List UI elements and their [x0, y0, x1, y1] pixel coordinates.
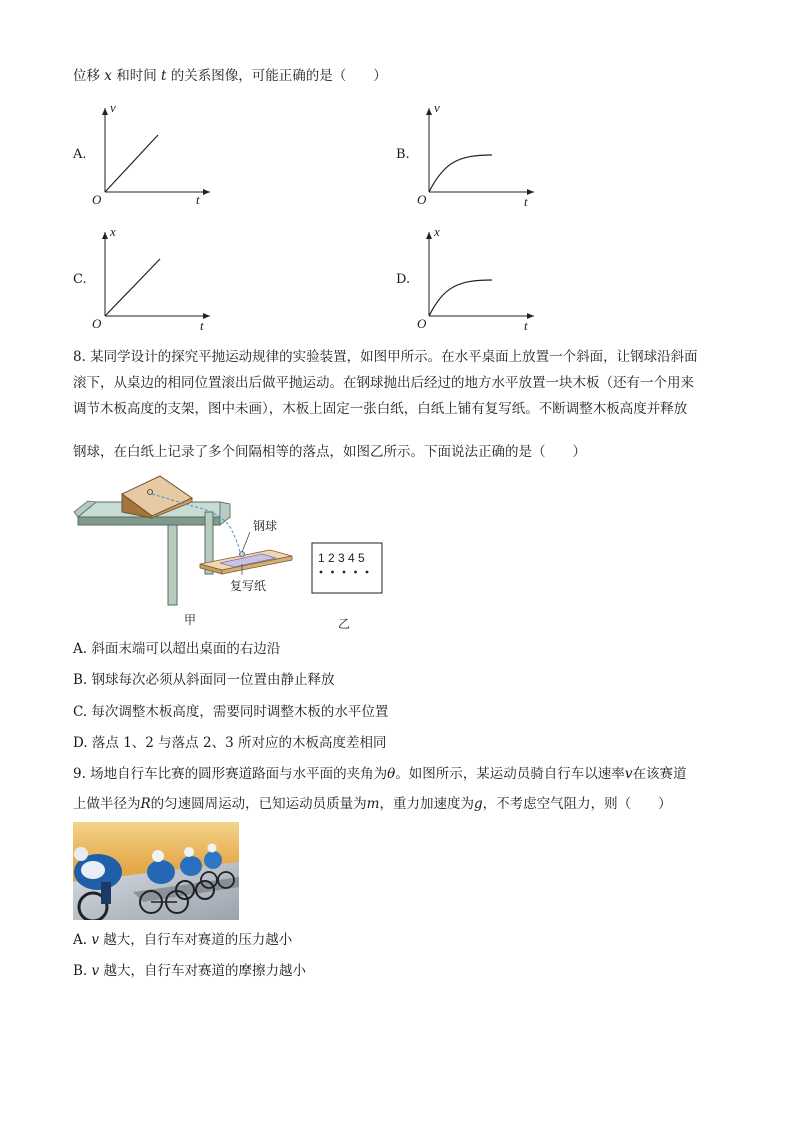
q7-graph-a-line	[105, 135, 158, 192]
q7-var-x: x	[104, 68, 112, 84]
q9-line2-a: 上做半径为	[73, 796, 141, 812]
q9-line2-b: 的匀速圆周运动，已知运动员质量为	[150, 796, 367, 812]
q7-graph-a-origin: O	[92, 192, 102, 207]
q7-graph-b-xlabel: t	[524, 194, 528, 209]
q9-option-b-text: 越大，自行车对赛道的摩擦力越小	[103, 963, 306, 979]
q7-graph-b-curve	[429, 155, 492, 192]
q7-stem	[73, 66, 387, 86]
q7-graph-c-xlabel: t	[200, 318, 204, 333]
q7-graph-b	[414, 100, 544, 214]
q8-stem-line-3: 调节木板高度的支架，图中未画），木板上固定一张白纸，白纸上铺有复写纸。不断调整木板高度并释放	[73, 401, 688, 417]
q8-option-d[interactable]: D. 落点 1、2 与落点 2、3 所对应的木板高度差相同	[73, 735, 387, 751]
q9-line2-d: ，不考虑空气阻力，则（ ）	[482, 796, 672, 812]
q7-graph-a	[90, 100, 220, 214]
q7-graph-b-origin: O	[417, 192, 427, 207]
label-carbon-paper: 复写纸	[230, 579, 267, 593]
q9-theta: θ	[387, 766, 396, 782]
q8-option-a[interactable]: A. 斜面末端可以超出桌面的右边沿	[73, 641, 281, 657]
point-5	[366, 571, 369, 574]
q8-stem-line-1: 8. 某同学设计的探究平抛运动规律的实验装置，如图甲所示。在水平桌面上放置一个斜面，让钢球沿斜面	[73, 349, 698, 365]
q9-option-b-prefix: B.	[73, 963, 88, 979]
falling-ball	[240, 552, 245, 557]
q7-stem-suffix: 的关系图像，可能正确的是（ ）	[170, 68, 387, 84]
q7-graph-b-ylabel: v	[434, 100, 440, 115]
q9-option-a-text: 越大，自行车对赛道的压力越小	[103, 932, 293, 948]
q8-figure-jia	[70, 472, 300, 636]
q9-line1-b: 。如图所示，某运动员骑自行车以速率	[395, 766, 625, 782]
q7-option-c-label[interactable]: C.	[73, 272, 87, 287]
q9-option-a-v: v	[91, 932, 99, 948]
q7-graph-d-ylabel: x	[434, 224, 440, 239]
q9-line1-a: 9. 场地自行车比赛的圆形赛道路面与水平面的夹角为	[73, 766, 388, 782]
point-4	[354, 571, 357, 574]
point-2	[331, 571, 334, 574]
q9-option-a[interactable]	[73, 930, 292, 950]
caption-jia: 甲	[184, 613, 197, 627]
q8-option-b[interactable]: B. 钢球每次必须从斜面同一位置由静止释放	[73, 672, 335, 688]
q9-option-b-v: v	[91, 963, 100, 979]
q7-option-b-label[interactable]: B.	[396, 147, 410, 162]
q7-stem-mid: 和时间	[116, 68, 157, 84]
q7-graph-d	[414, 224, 544, 338]
q7-graph-c-ylabel: x	[110, 224, 116, 239]
point-1	[320, 571, 323, 574]
q9-line2-c: ，重力加速度为	[379, 796, 474, 812]
q9-g: g	[473, 796, 483, 812]
q7-graph-d-curve	[429, 280, 492, 316]
q7-option-a-label[interactable]: A.	[73, 147, 87, 162]
q9-stem-line-1	[73, 764, 686, 784]
q7-graph-c-origin: O	[92, 316, 102, 331]
cyclists-photo	[73, 822, 239, 920]
q9-option-b[interactable]	[73, 961, 306, 981]
q7-graph-a-xlabel: t	[196, 192, 200, 207]
q9-stem-line-2	[73, 794, 672, 814]
point-3	[343, 571, 346, 574]
q9-option-a-prefix: A.	[73, 932, 88, 948]
q7-graph-d-xlabel: t	[524, 318, 528, 333]
label-ball: 钢球	[253, 519, 278, 533]
q9-v: v	[624, 766, 633, 782]
q8-figure-yi	[310, 540, 390, 639]
q9-line1-c: 在该赛道	[632, 766, 687, 782]
q7-graph-c	[90, 224, 220, 338]
q7-var-t: t	[161, 68, 167, 84]
q7-graph-d-origin: O	[417, 316, 427, 331]
caption-yi: 乙	[338, 617, 351, 631]
q8-stem-line-4: 钢球，在白纸上记录了多个间隔相等的落点，如图乙所示。下面说法正确的是（ ）	[73, 444, 586, 460]
q8-option-c[interactable]: C. 每次调整木板高度，需要同时调整木板的水平位置	[73, 704, 389, 720]
q7-graph-c-line	[105, 259, 160, 316]
q7-option-d-label[interactable]: D.	[396, 272, 411, 287]
q8-stem-line-2: 滚下，从桌边的相同位置滚出后做平抛运动。在钢球抛出后经过的地方水平放置一块木板（还有一个用来	[73, 375, 694, 391]
q9-m: m	[366, 796, 380, 812]
points-numbers: 1 2 3 4 5	[318, 551, 365, 565]
q7-graph-a-ylabel: v	[110, 100, 116, 115]
q9-R: R	[140, 796, 151, 812]
q7-stem-prefix: 位移	[73, 68, 100, 84]
